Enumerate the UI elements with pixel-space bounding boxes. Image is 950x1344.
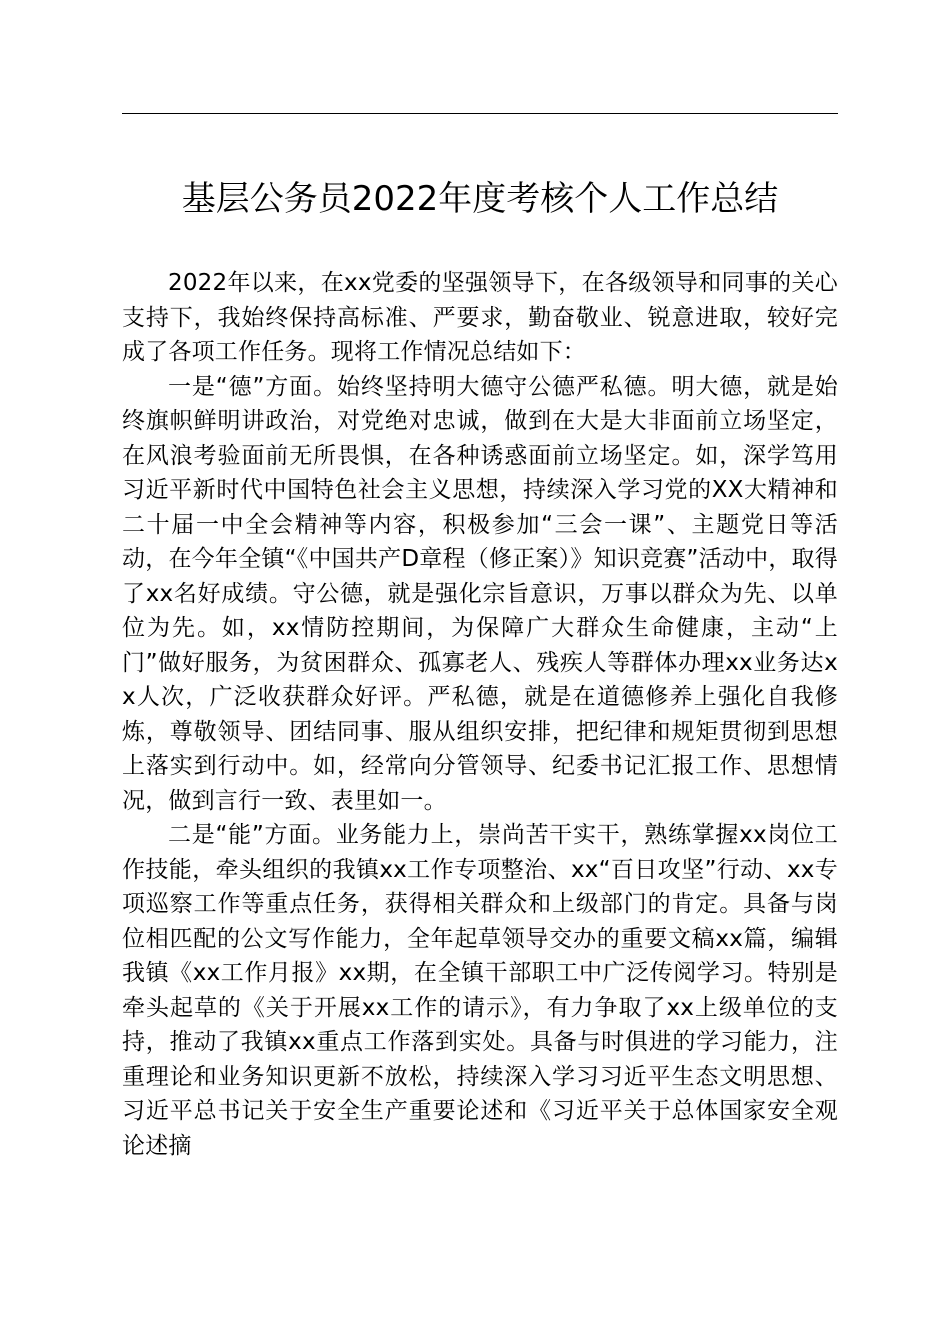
paragraph-intro: 2022年以来，在xx党委的坚强领导下，在各级领导和同事的关心支持下，我始终保持高标准、严要求，勤奋敬业、锐意进取，较好完成了各项工作任务。现将工作情况总结如下： [122,270,838,365]
document-title: 基层公务员2022年度考核个人工作总结 [181,179,779,219]
paragraph-morality: 一是“德”方面。始终坚持明大德守公德严私德。明大德，就是始终旗帜鲜明讲政治，对党绝对忠诚，做到在大是大非面前立场坚定，在风浪考验面前无所畏惧，在各种诱惑面前立场坚定。如，深学笃用习近平新时代中国特色社会主义思想，持续深入学习党的XX大精神和二十届一中全会精神等内容，积极参加“三会一课”、主题党日等活动，在今年全镇“《中国共产D章程（修正案）》知识竞赛”活动中，取得了xx名好成绩。守公德，就是强化宗旨意识，万事以群众为先、以单位为先。如，xx情防控期间，为保障广大群众生命健康，主动“上门”做好服务，为贫困群众、孤寡老人、残疾人等群体办理xx业务达xx人次，广泛收获群众好评。严私德，就是在道德修养上强化自我修炼，尊敬领导、团结同事、服从组织安排，把纪律和规矩贯彻到思想上落实到行动中。如，经常向分管领导、纪委书记汇报工作、思想情况，做到言行一致、表里如一。 [122,373,838,814]
paragraph-ability: 二是“能”方面。业务能力上，崇尚苦干实干，熟练掌握xx岗位工作技能，牵头组织的我镇xx工作专项整治、xx“百日攻坚”行动、xx专项巡察工作等重点任务，获得相关群众和上级部门的肯定。具备与岗位相匹配的公文写作能力，全年起草领导交办的重要文稿xx篇，编辑我镇《xx工作月报》xx期，在全镇干部职工中广泛传阅学习。特别是牵头起草的《关于开展xx工作的请示》，有力争取了xx上级单位的支持，推动了我镇xx重点工作落到实处。具备与时俱进的学习能力，注重理论和业务知识更新不放松，持续深入学习习近平生态文明思想、习近平总书记关于安全生产重要论述和《习近平关于总体国家安全观论述摘 [122,822,838,1159]
header-rule [122,113,838,114]
document-body [122,266,838,1163]
